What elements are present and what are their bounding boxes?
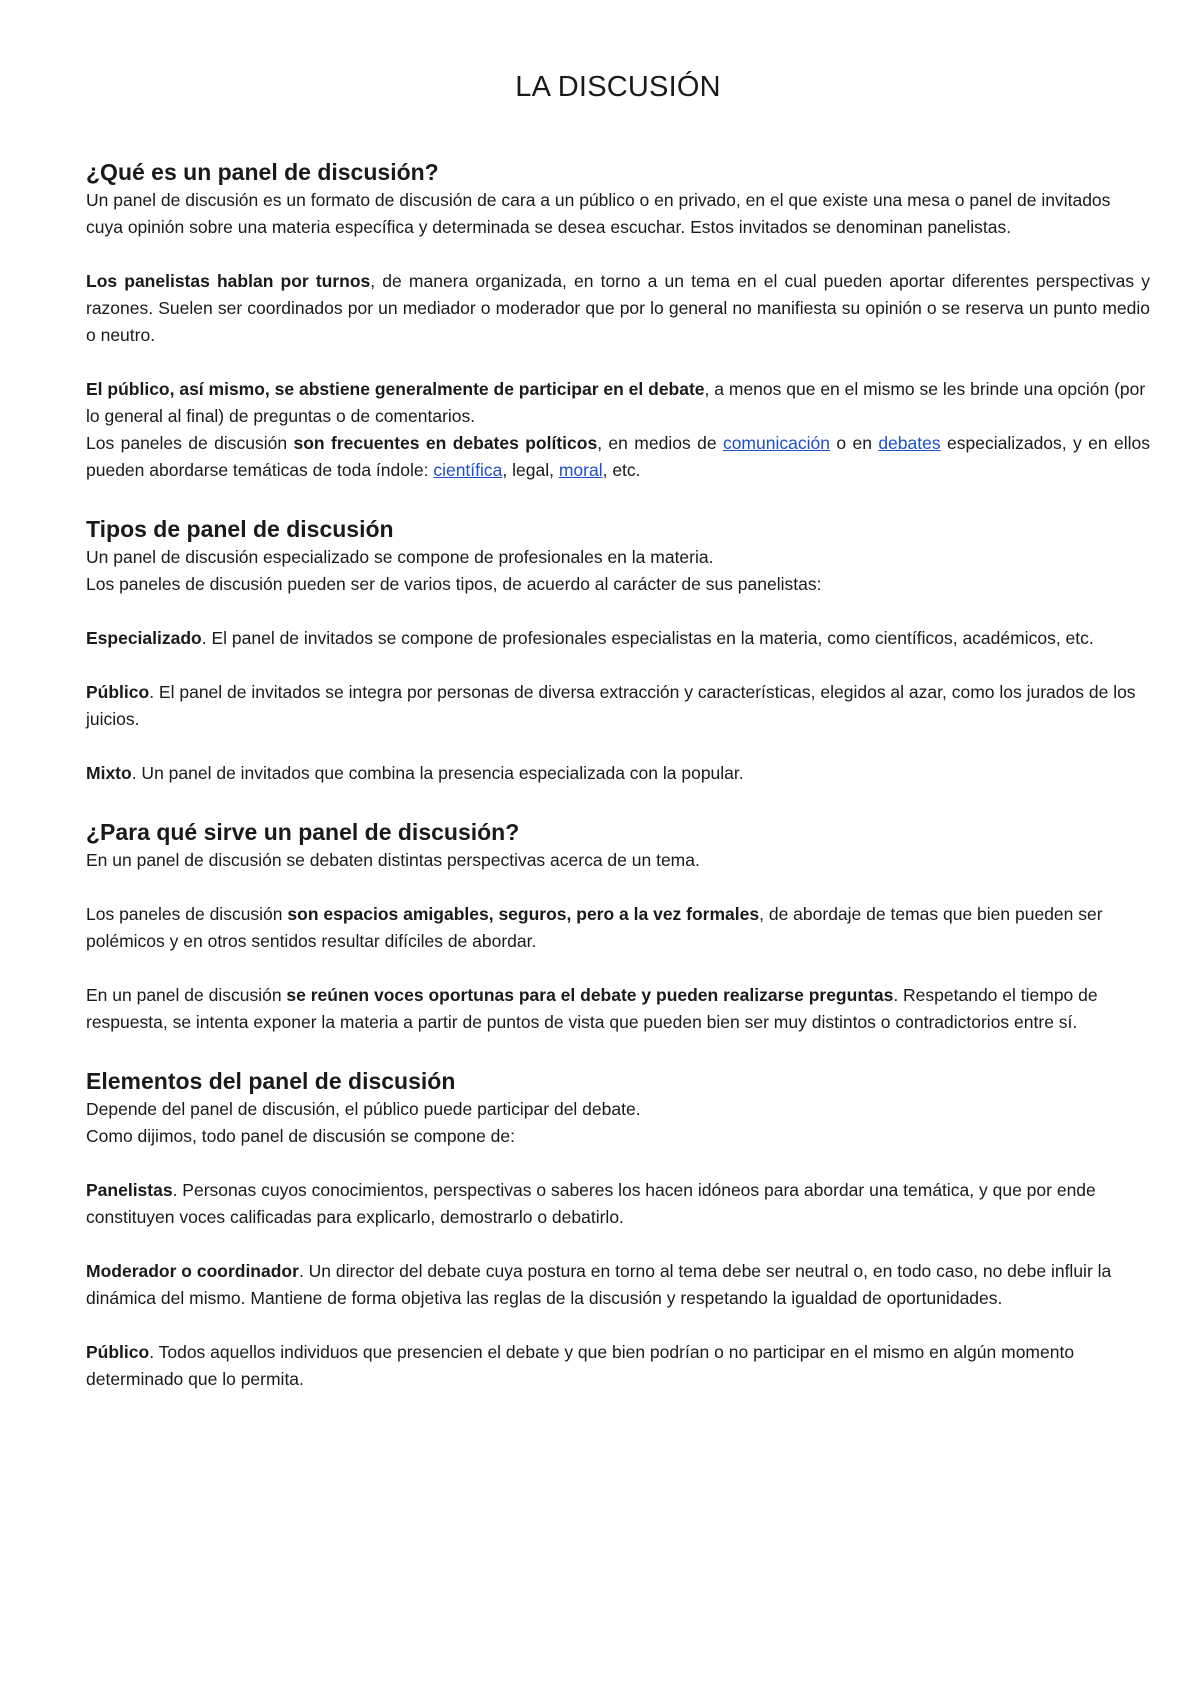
text-span: . El panel de invitados se compone de profesionales especialistas en la materia, como científicos, académicos, etc. xyxy=(201,627,1094,648)
paragraph-definition: Un panel de discusión es un formato de discusión de cara a un público o en privado, en el que existe una mesa o panel de invitados cuya opinión sobre una materia específica y determinada se desea escuchar. Estos invitados se denominan panelistas. xyxy=(86,189,1111,237)
paragraph-tipos-intro: Los paneles de discusión pueden ser de varios tipos, de acuerdo al carácter de sus panelistas: xyxy=(86,573,822,594)
bold-text: El público, así mismo, se abstiene generalmente de participar en el debate xyxy=(86,378,705,399)
text-span: . Personas cuyos conocimientos, perspectivas o saberes los hacen idóneos para abordar una temática, y que por ende constituyen voces calificadas para explicarlo, demostrarlo o debatirlo. xyxy=(86,1179,1096,1227)
paragraph-espacios xyxy=(86,901,1150,955)
section-heading-que-es: ¿Qué es un panel de discusión? xyxy=(86,158,439,185)
list-item-panelistas xyxy=(86,1177,1150,1231)
bold-text: Especializado xyxy=(86,627,202,648)
paragraph-publico xyxy=(86,376,1150,430)
list-item-mixto xyxy=(86,760,1150,787)
paragraph-como-dijimos: Como dijimos, todo panel de discusión se compone de: xyxy=(86,1125,515,1146)
list-item-moderador xyxy=(86,1258,1150,1312)
bold-text: son espacios amigables, seguros, pero a la vez formales xyxy=(287,903,760,924)
text-span: En un panel de discusión xyxy=(86,984,287,1005)
link-cientifica[interactable]: científica xyxy=(433,459,503,480)
text-span: o en xyxy=(829,432,879,453)
text-span: . Un panel de invitados que combina la presencia especializada con la popular. xyxy=(131,762,744,783)
section-heading-elementos: Elementos del panel de discusión xyxy=(86,1067,456,1094)
link-comunicacion[interactable]: comunicación xyxy=(722,432,830,453)
paragraph-frecuentes xyxy=(86,430,1150,484)
bold-text: Público xyxy=(86,1341,150,1362)
bold-text: Mixto xyxy=(86,762,132,783)
paragraph-depende: Depende del panel de discusión, el público puede participar del debate. xyxy=(86,1098,641,1119)
list-item-especializado xyxy=(86,625,1150,652)
bold-text: Moderador o coordinador xyxy=(86,1260,299,1281)
text-span: . Un director del debate cuya postura en torno al tema debe ser neutral o, en todo caso, no debe influir la dinámica del mismo. Mantiene de forma objetiva las reglas de la discusión y respetando la igualdad de oportunidades. xyxy=(86,1260,1112,1308)
section-heading-tipos: Tipos de panel de discusión xyxy=(86,515,394,542)
paragraph-especializado-intro: Un panel de discusión especializado se compone de profesionales en la materia. xyxy=(86,546,714,567)
bold-text: Panelistas xyxy=(86,1179,173,1200)
text-span: . El panel de invitados se integra por personas de diversa extracción y características, elegidos al azar, como los jurados de los juicios. xyxy=(86,681,1136,729)
text-span: , de manera organizada, en torno a un tema en el cual pueden aportar diferentes perspectivas y razones. Suelen ser coordinados por un mediador o moderador que por lo general no manifiesta su opinión o se reserva un punto medio o neutro. xyxy=(86,270,1150,345)
paragraph-panelistas xyxy=(86,268,1150,349)
text-span: , a menos que en el mismo se les brinde una opción (por lo general al final) de preguntas o de comentarios. xyxy=(86,378,1146,426)
text-span: , legal, xyxy=(502,459,559,480)
list-item-publico-elemento xyxy=(86,1339,1150,1393)
bold-text: Público xyxy=(86,681,150,702)
paragraph-voces xyxy=(86,982,1150,1036)
text-span: Los paneles de discusión xyxy=(86,903,288,924)
text-span: Los paneles de discusión xyxy=(86,432,294,453)
text-span: , de abordaje de temas que bien pueden ser polémicos y en otros sentidos resultar difíciles de abordar. xyxy=(86,903,1103,951)
document-page xyxy=(86,60,1150,1393)
text-span: , etc. xyxy=(602,459,641,480)
list-item-publico xyxy=(86,679,1150,733)
document-title: LA DISCUSIÓN xyxy=(515,71,721,103)
text-span: . Todos aquellos individuos que presencien el debate y que bien podrían o no participar en el mismo en algún momento determinado que lo permita. xyxy=(86,1341,1075,1389)
bold-text: Los panelistas hablan por turnos xyxy=(86,270,371,291)
link-debates[interactable]: debates xyxy=(878,432,941,453)
section-heading-para-que: ¿Para qué sirve un panel de discusión? xyxy=(86,818,520,845)
link-moral[interactable]: moral xyxy=(558,459,603,480)
text-span: . Respetando el tiempo de respuesta, se intenta exponer la materia a partir de puntos de vista que pueden bien ser muy distintos o contradictorios entre sí. xyxy=(86,984,1098,1032)
text-span: , en medios de xyxy=(597,432,723,453)
paragraph-debaten: En un panel de discusión se debaten distintas perspectivas acerca de un tema. xyxy=(86,849,700,870)
bold-text: se reúnen voces oportunas para el debate y pueden realizarse preguntas xyxy=(286,984,894,1005)
text-span: especializados, y en ellos pueden abordarse temáticas de toda índole: xyxy=(86,432,1151,480)
bold-text: son frecuentes en debates políticos xyxy=(293,432,598,453)
